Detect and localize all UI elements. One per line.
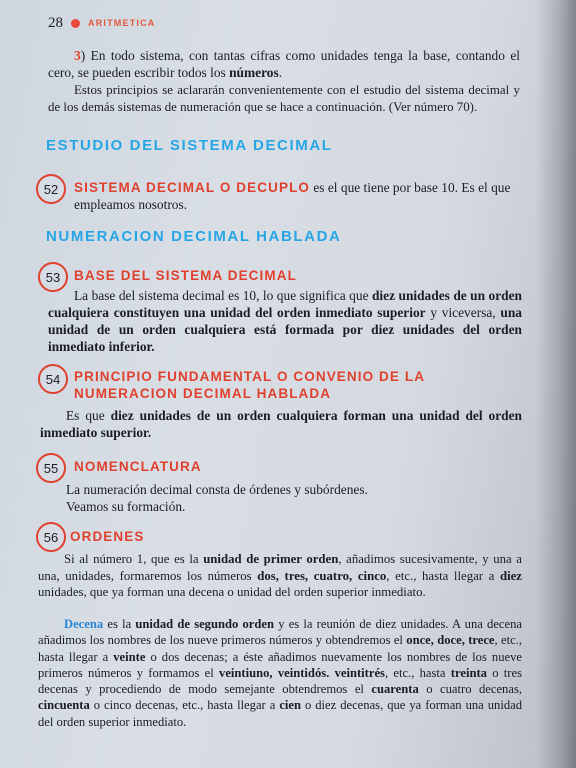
- item-52-title: SISTEMA DECIMAL O DECUPLO: [74, 180, 311, 195]
- p2-text-3: , etc., hasta llegar a: [38, 633, 522, 664]
- item-52-text: [74, 179, 524, 213]
- p2-text-1: es la: [103, 617, 136, 631]
- section-heading-estudio: ESTUDIO DEL SISTEMA DECIMAL: [46, 137, 333, 154]
- p2-bold-6: cuarenta: [371, 682, 419, 697]
- p2-text-4: o dos decenas; a éste añadimos nuevamente los nombres de los nueve primeros números y formamos el: [38, 649, 522, 680]
- intro-bold: números: [229, 65, 279, 80]
- item-53-title: BASE DEL SISTEMA DECIMAL: [74, 268, 297, 283]
- item-53-bold-1: diez unidades de un orden cualquiera constituyen una unidad del orden inmediato superior: [48, 288, 523, 320]
- intro-paragraph-3: [48, 47, 520, 81]
- p2-text-6: o tres decenas y procediendo de modo semejante obtendremos el: [38, 665, 522, 697]
- p1-text-2: , añadimos sucesivamente, y una a una, unidades, formaremos los números: [38, 552, 522, 583]
- p2-text-5: , etc., hasta: [384, 665, 451, 680]
- p1-text-1: Si al número 1, que es la: [64, 552, 204, 566]
- item-54-title-line-2: NUMERACION DECIMAL HABLADA: [74, 386, 332, 401]
- item-54-bold: diez unidades de un orden cualquiera forman una unidad del orden inmediato superior.: [40, 408, 523, 440]
- p2-text-2: y es la reunión de diez unidades. A una decena añadimos los nombres de los nueve primeros números y obtendremos el: [38, 617, 522, 648]
- item-53-bold-2: una unidad de un orden cualquiera está formada por diez unidades del orden inmediato inferior.: [48, 305, 522, 354]
- intro-item-number: 3: [74, 48, 81, 63]
- decena-term: Decena: [64, 617, 104, 631]
- item-number-badge-54: 54: [38, 364, 68, 394]
- p2-bold-2: once, doce, trece: [406, 633, 495, 648]
- p1-bold-2: dos, tres, cuatro, cinco: [257, 568, 387, 583]
- intro-text-end: .: [278, 65, 283, 80]
- item-56-paragraph-2: [38, 616, 522, 730]
- p2-bold-1: unidad de segundo orden: [135, 617, 274, 631]
- item-55-title: NOMENCLATURA: [74, 459, 202, 474]
- p1-text-4: unidades, que ya forman una decena o unidad del orden superior inmediato.: [38, 585, 426, 600]
- item-56-title: ORDENES: [70, 529, 145, 544]
- p2-text-8: o cinco decenas, etc., hasta llegar a: [89, 698, 280, 713]
- item-number-badge-55: 55: [36, 453, 66, 483]
- item-53-text-1: La base del sistema decimal es 10, lo que significa que: [74, 288, 372, 303]
- item-55-line-1: La numeración decimal consta de órdenes y subórdenes.: [66, 482, 368, 497]
- item-number-badge-52: 52: [36, 174, 66, 204]
- item-56-paragraph-1: [38, 551, 522, 601]
- intro-text: ) En todo sistema, con tantas cifras como unidades tenga la base, contando el cero, se pueden escribir todos los: [48, 48, 520, 80]
- p1-bold-3: diez: [499, 568, 522, 583]
- p2-bold-5: treinta: [450, 665, 487, 680]
- item-number-badge-53: 53: [38, 262, 68, 292]
- running-title: ARITMETICA: [88, 18, 156, 28]
- item-54-title-line-1: PRINCIPIO FUNDAMENTAL O CONVENIO DE LA: [74, 369, 426, 384]
- item-number-badge-56: 56: [36, 522, 66, 552]
- p1-bold-1: unidad de primer orden: [203, 552, 339, 566]
- p2-text-9: o diez decenas, que ya forman una unidad del orden superior inmediato.: [38, 698, 523, 729]
- p2-text-7: o cuatro decenas,: [418, 682, 522, 697]
- item-54-text: Es que: [66, 408, 111, 423]
- section-heading-numeracion: NUMERACION DECIMAL HABLADA: [46, 228, 342, 245]
- item-55-line-2: Veamos su formación.: [66, 499, 186, 514]
- page-edge-shadow: [536, 0, 576, 768]
- page-header: [48, 14, 156, 32]
- item-53-body: [48, 287, 522, 355]
- page-number: 28: [48, 14, 63, 31]
- p2-bold-7: cincuenta: [38, 698, 90, 713]
- intro-paragraph-principles: Estos principios se aclararán convenientemente con el estudio del sistema decimal y de los demás sistemas de numeración que se hace a continuación. (Ver número 70).: [48, 83, 520, 114]
- p2-bold-4: veintiuno, veintidós. veintitrés: [219, 665, 385, 680]
- item-54-body: [40, 407, 522, 441]
- item-53-text-2: y viceversa,: [425, 305, 501, 320]
- item-52-body: es el que tiene por base 10. Es el que empleamos nosotros.: [74, 180, 511, 212]
- p2-bold-3: veinte: [113, 649, 146, 664]
- p2-bold-8: cien: [279, 698, 301, 713]
- p1-text-3: , etc., hasta llegar a: [386, 568, 500, 583]
- bullet-dot-icon: [71, 19, 80, 28]
